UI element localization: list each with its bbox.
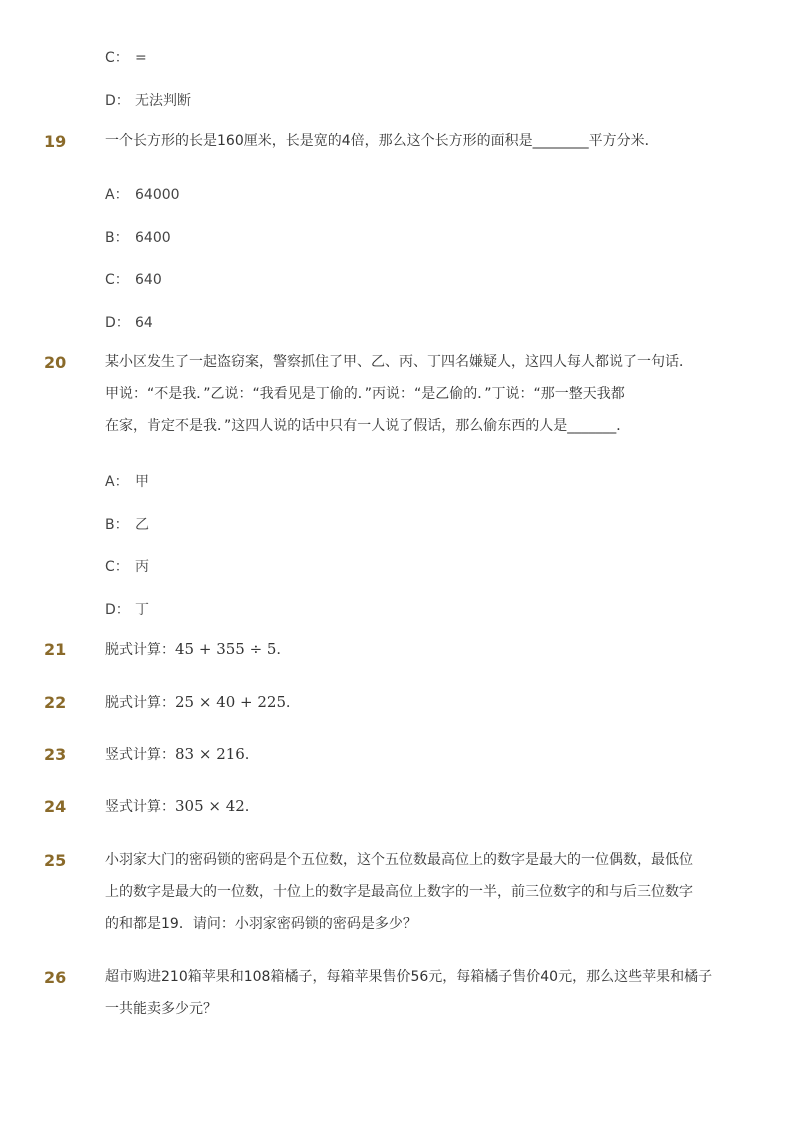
math-expression: 45 + 355 ÷ 5 xyxy=(175,640,277,658)
question-label: 脱式计算： xyxy=(105,695,175,711)
question-text xyxy=(105,961,725,1025)
option-text: = xyxy=(135,50,147,66)
math-expression: 305 × 42 xyxy=(175,797,245,815)
option-letter: B： xyxy=(105,517,129,533)
option-letter: D： xyxy=(105,602,130,618)
option-text: 甲 xyxy=(135,474,149,490)
q20-option-b[interactable] xyxy=(105,514,149,534)
question-number: 19 xyxy=(44,132,67,151)
question-text xyxy=(105,738,725,771)
question-text xyxy=(105,686,725,719)
question-number: 24 xyxy=(44,797,67,816)
q19-option-b[interactable] xyxy=(105,227,171,247)
text-line: 的和都是19．请问：小羽家密码锁的密码是多少？ xyxy=(105,916,417,932)
option-text: 乙 xyxy=(135,517,149,533)
question-end: ． xyxy=(244,747,259,763)
option-text: 无法判断 xyxy=(135,93,191,109)
option-letter: C： xyxy=(105,559,129,575)
option-text: 丙 xyxy=(135,559,149,575)
option-text: 丁 xyxy=(135,602,149,618)
q20-option-a[interactable] xyxy=(105,471,149,491)
text-line: 上的数字是最大的一位数，十位上的数字是最高位上数字的一半，前三位数字的和与后三位数字 xyxy=(105,884,693,900)
question-text xyxy=(105,790,725,823)
question-end: ． xyxy=(286,695,301,711)
text-line: 一共能卖多少元？ xyxy=(105,1001,217,1017)
option-letter: C： xyxy=(105,272,129,288)
q19-option-c[interactable] xyxy=(105,269,162,289)
q20-option-d[interactable] xyxy=(105,599,149,619)
q19-option-a[interactable] xyxy=(105,184,180,204)
question-end: ． xyxy=(276,642,291,658)
option-text: 6400 xyxy=(135,230,171,246)
question-number: 23 xyxy=(44,745,67,764)
option-text: 640 xyxy=(135,272,162,288)
question-label: 脱式计算： xyxy=(105,642,175,658)
option-c[interactable] xyxy=(105,47,147,67)
math-expression: 83 × 216 xyxy=(175,745,245,763)
question-label: 竖式计算： xyxy=(105,799,175,815)
question-text xyxy=(105,633,725,666)
question-number: 25 xyxy=(44,851,67,870)
question-number: 22 xyxy=(44,693,67,712)
text-line: 超市购进210箱苹果和108箱橘子，每箱苹果售价56元，每箱橘子售价40元，那么这些苹果和橘子 xyxy=(105,969,713,985)
text-line: 甲说：“不是我．”乙说：“我看见是丁偷的．”丙说：“是乙偷的．”丁说：“那一整天我都 xyxy=(105,386,625,402)
question-text xyxy=(105,844,725,940)
question-number: 21 xyxy=(44,640,67,659)
option-letter: D： xyxy=(105,315,130,331)
text-line: 小羽家大门的密码锁的密码是个五位数，这个五位数最高位上的数字是最大的一位偶数，最低位 xyxy=(105,852,693,868)
q20-option-c[interactable] xyxy=(105,556,149,576)
text-line: 在家，肯定不是我．”这四人说的话中只有一人说了假话，那么偷东西的人是_______． xyxy=(105,418,631,434)
question-text: 一个长方形的长是160厘米，长是宽的4倍，那么这个长方形的面积是________平方分米． xyxy=(105,133,659,149)
option-letter: C： xyxy=(105,50,129,66)
question-number: 20 xyxy=(44,353,67,372)
option-letter: A： xyxy=(105,187,129,203)
question-text xyxy=(105,346,725,442)
option-text: 64000 xyxy=(135,187,180,203)
option-letter: D： xyxy=(105,93,130,109)
question-label: 竖式计算： xyxy=(105,747,175,763)
option-d[interactable] xyxy=(105,90,191,110)
q19-option-d[interactable] xyxy=(105,312,153,332)
question-number: 26 xyxy=(44,968,67,987)
option-letter: B： xyxy=(105,230,129,246)
text-line: 某小区发生了一起盗窃案，警察抓住了甲、乙、丙、丁四名嫌疑人，这四人每人都说了一句话． xyxy=(105,354,693,370)
math-expression: 25 × 40 + 225 xyxy=(175,693,287,711)
option-letter: A： xyxy=(105,474,129,490)
question-end: ． xyxy=(244,799,259,815)
option-text: 64 xyxy=(135,315,153,331)
